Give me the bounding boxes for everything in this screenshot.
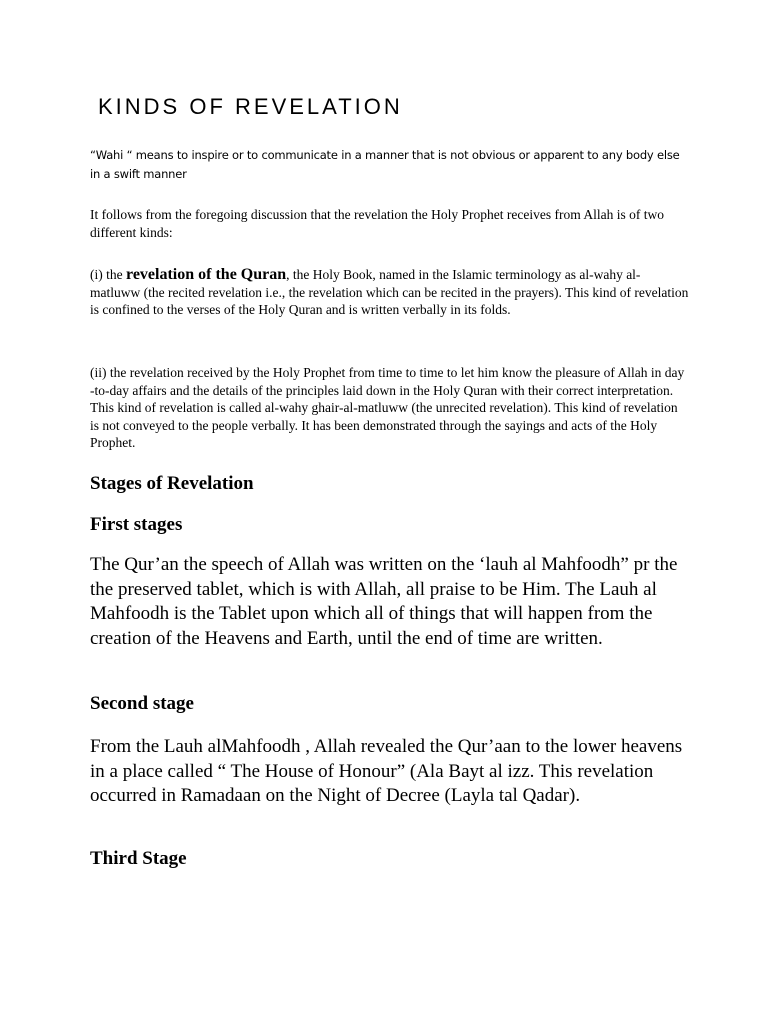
third-stage-heading: Third Stage: [90, 848, 187, 869]
page-title: KINDS OF REVELATION: [98, 94, 403, 119]
first-stage-text: The Qur’an the speech of Allah was written on the ‘lauh al Mahfoodh” pr the the preserved tablet, which is with Allah, all praise to be Him. The Lauh al Mahfoodh is the Tablet upon which all of things that will happen from the creation of the Heavens and Earth, until the end of time are written.: [90, 554, 678, 649]
kind-one-prefix: (i) the: [90, 267, 126, 282]
first-stage-heading: First stages: [90, 514, 183, 535]
second-stage-heading: Second stage: [90, 693, 194, 714]
wahi-definition: “Wahi “ means to inspire or to communicate in a manner that is not obvious or apparent to any body else in a swift manner: [90, 148, 680, 181]
intro-paragraph: It follows from the foregoing discussion that the revelation the Holy Prophet receives from Allah is of two different kinds:: [90, 207, 665, 240]
kind-two-paragraph: (ii) the revelation received by the Holy Prophet from time to time to let him know the pleasure of Allah in day -to-day affairs and the details of the principles laid down in the Holy Quran with their correct interpretation. This kind of revelation is called al-wahy ghair-al-matluww (the unrecited revelation). This kind of revelation is not conveyed to the people verbally. It has been demonstrated through the sayings and acts of the Holy Prophet.: [90, 365, 685, 450]
kind-one-emphasis: revelation of the Quran: [126, 266, 287, 283]
stages-heading: Stages of Revelation: [90, 473, 254, 494]
kind-one-paragraph: [90, 266, 690, 319]
second-stage-text: From the Lauh alMahfoodh , Allah revealed the Qur’aan to the lower heavens in a place called “ The House of Honour” (Ala Bayt al izz. This revelation occurred in Ramadaan on the Night of Decree (Layla tal Qadar).: [90, 736, 683, 806]
kind-one-text: , the Holy Book, named in the Islamic terminology as al-wahy al-matluww (the recited revelation i.e., the revelation which can be recited in the prayers). This kind of revelation is confined to the verses of the Holy Quran and is written verbally in its folds.: [90, 267, 689, 317]
